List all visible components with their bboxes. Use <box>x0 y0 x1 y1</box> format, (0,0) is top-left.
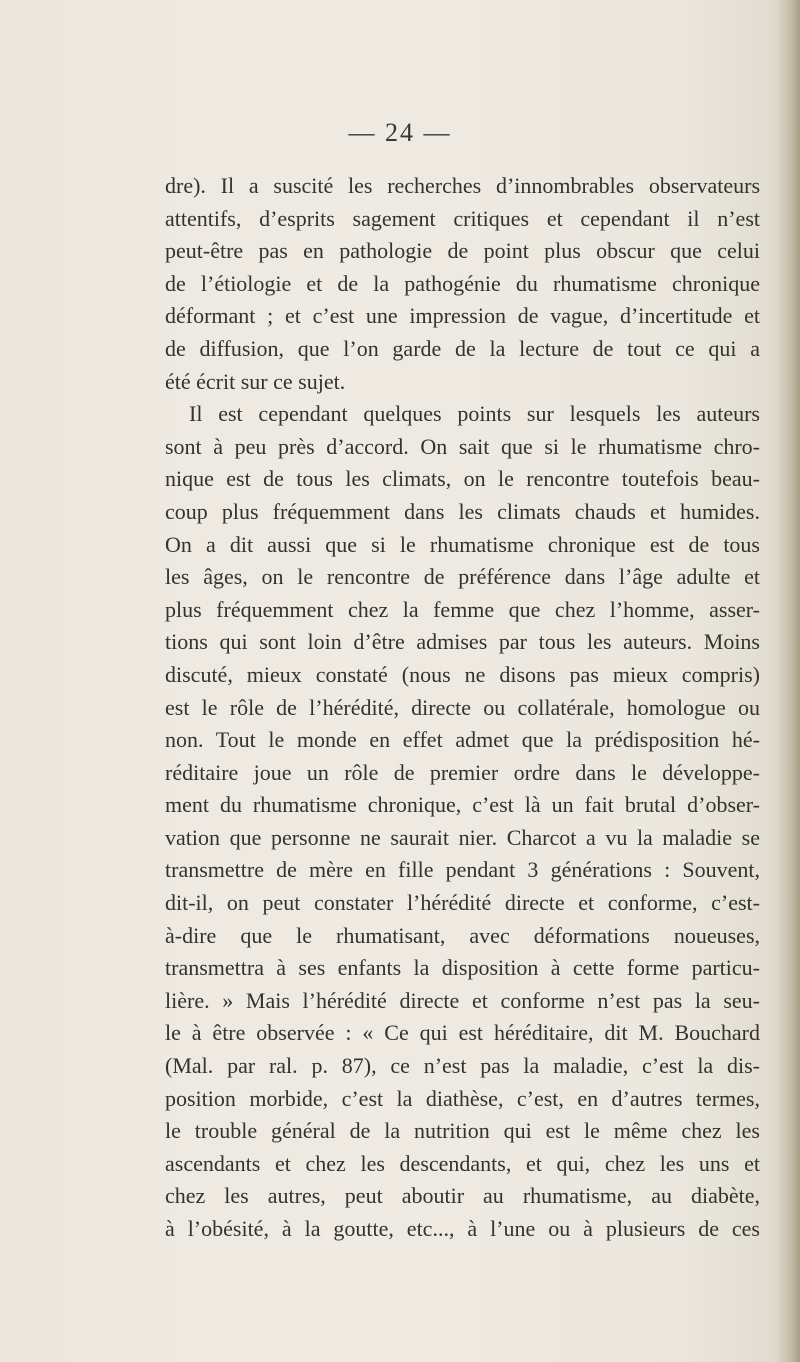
text-line: plus fréquemment chez la femme que chez l’homme, asser- <box>165 596 760 622</box>
text-line: dre). Il a suscité les recherches d’innombrables observateurs <box>165 173 760 198</box>
text-line: déformant ; et c’est une impression de vague, d’incertitude et <box>165 303 760 329</box>
text-line: nique est de tous les climats, on le rencontre toutefois beau- <box>165 466 760 492</box>
text-line: non. Tout le monde en effet admet que la prédisposition hé- <box>165 727 760 753</box>
text-line: à l’obésité, à la goutte, etc..., à l’une ou à plusieurs de ces <box>165 1216 760 1241</box>
page-edge-shadow <box>778 0 800 1362</box>
text-line: réditaire joue un rôle de premier ordre dans le développe- <box>165 759 760 785</box>
body-text <box>165 170 760 1246</box>
text-line: de l’étiologie et de la pathogénie du rhumatisme chronique <box>165 270 760 296</box>
text-line: ment du rhumatisme chronique, c’est là un fait brutal d’obser- <box>165 792 760 818</box>
text-line: (Mal. par ral. p. 87), ce n’est pas la maladie, c’est la dis- <box>165 1053 760 1079</box>
text-line: à-dire que le rhumatisant, avec déformations noueuses, <box>165 922 760 948</box>
text-line: lière. » Mais l’hérédité directe et conforme n’est pas la seu- <box>165 987 760 1013</box>
text-line: le à être observée : « Ce qui est héréditaire, dit M. Bouchard <box>165 1020 760 1046</box>
text-line: coup plus fréquemment dans les climats chauds et humides. <box>165 498 760 524</box>
text-line: Il est cependant quelques points sur lesquels les auteurs <box>189 401 760 427</box>
text-line: sont à peu près d’accord. On sait que si le rhumatisme chro- <box>165 433 760 459</box>
text-line: transmettre de mère en fille pendant 3 générations : Souvent, <box>165 857 760 883</box>
text-line: est le rôle de l’hérédité, directe ou collatérale, homologue ou <box>165 694 760 720</box>
text-line: On a dit aussi que si le rhumatisme chronique est de tous <box>165 531 760 557</box>
text-line: attentifs, d’esprits sagement critiques et cependant il n’est <box>165 205 760 231</box>
text-line: les âges, on le rencontre de préférence dans l’âge adulte et <box>165 564 760 590</box>
text-line: ascendants et chez les descendants, et qui, chez les uns et <box>165 1150 760 1176</box>
page-number: — 24 — <box>348 118 452 147</box>
text-line: tions qui sont loin d’être admises par tous les auteurs. Moins <box>165 629 760 655</box>
text-line: le trouble général de la nutrition qui est le même chez les <box>165 1118 760 1144</box>
text-line: chez les autres, peut aboutir au rhumatisme, au diabète, <box>165 1183 760 1209</box>
text-line: dit-il, on peut constater l’hérédité directe et conforme, c’est- <box>165 890 760 916</box>
text-line: peut-être pas en pathologie de point plus obscur que celui <box>165 238 760 264</box>
text-line: position morbide, c’est la diathèse, c’est, en d’autres termes, <box>165 1085 760 1111</box>
text-line: discuté, mieux constaté (nous ne disons pas mieux compris) <box>165 661 760 687</box>
text-line: de diffusion, que l’on garde de la lecture de tout ce qui a <box>165 335 760 361</box>
text-line: transmettra à ses enfants la disposition à cette forme particu- <box>165 955 760 981</box>
text-line: vation que personne ne saurait nier. Charcot a vu la maladie se <box>165 824 760 850</box>
text-line: été écrit sur ce sujet. <box>165 368 346 394</box>
